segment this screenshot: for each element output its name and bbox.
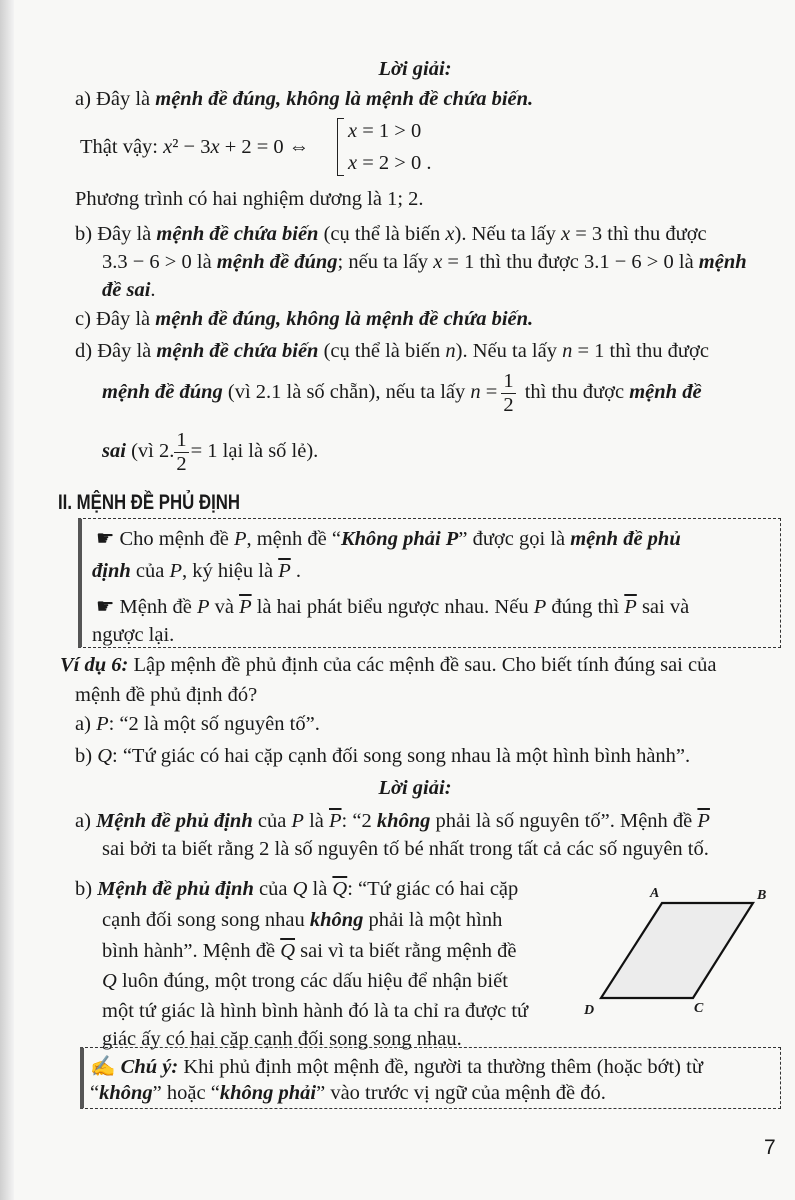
text-segment: : “Tứ giác có hai cặp [347,878,519,900]
text-segment: Ví dụ 6: [60,654,129,676]
text-segment: đúng thì [546,596,625,618]
text-segment: = 1 thì thu được 3.1 − 6 > 0 là [442,251,699,273]
text-segment: mệnh đề phủ định đó? [75,684,258,706]
text-segment: x [348,120,358,142]
vertex-label-b: B [757,888,767,903]
text-segment: phải là một hình [363,909,503,931]
text-segment: (cụ thể là biến [318,223,446,245]
text-segment: . [150,279,156,301]
text-segment: $\overline{P}$ [239,596,252,618]
text-segment: P [291,810,304,832]
text-segment: , ký hiệu là [181,560,279,582]
section-heading: II. MỆNH ĐỀ PHỦ ĐỊNH [58,491,241,514]
text-segment: P [196,596,210,618]
text-segment: mệnh đề đúng [216,251,338,273]
solution-title-2: Lời giải: [378,777,452,799]
text-segment: phải là số nguyên tố”. Mệnh đề [430,810,698,832]
text-segment: không [99,1082,153,1104]
text-segment: x [560,223,571,245]
solution-title: Lời giải: [378,58,452,80]
text-segment: một tứ giác là hình bình hành đó là ta chỉ ra được tứ [102,1000,529,1022]
text-segment: x [433,251,443,273]
text-segment: Khi phủ định một mệnh đề, người ta thường thêm (hoặc bớt) từ [178,1056,703,1078]
text-segment: mệnh đề đúng [102,381,223,403]
text-segment: không phải [219,1082,317,1104]
text-segment: mệnh [698,251,747,273]
text-segment: P [169,560,182,582]
text-segment: . [290,560,301,582]
text-segment: $\overline{P}$ [329,810,342,832]
text-segment: ” được gọi là [458,528,571,550]
text-segment: sai [102,440,126,462]
text-segment: ; nếu ta lấy [337,251,434,273]
text-segment: mệnh đề [629,381,702,403]
text-segment: định [92,560,131,582]
text-segment: là hai phát biểu ngược nhau. Nếu [251,596,534,618]
note-line2 [90,1081,606,1105]
text-segment: ). Nếu ta lấy [454,223,561,245]
text-segment: không [376,810,431,832]
vertex-label-a: A [650,886,660,901]
text-segment: sai vì ta biết rằng mệnh đề [295,940,517,962]
text-segment: mệnh đề đúng, không là mệnh đề chứa biến. [155,308,534,330]
text-segment: là [307,878,333,900]
text-segment: = 1 lại là số lẻ). [190,440,319,462]
text-segment: luôn đúng, một trong các dấu hiệu để nhận biết [116,970,508,992]
text-segment: của [253,878,293,900]
text-segment: ” vào trước vị ngữ của mệnh đề đó. [316,1082,606,1104]
text-segment: (vì 2. [125,440,175,462]
text-segment: : “Tứ giác có hai cặp cạnh đối song song nhau là một hình bình hành”. [112,745,691,767]
text-segment: ☛ Cho mệnh đề [96,528,234,550]
text-segment: sai bởi ta biết rằng 2 là số nguyên tố bé nhất trong tất cả các số nguyên tố. [102,838,709,860]
text-segment: b) [75,745,98,767]
text-segment: giác ấy có hai cặp cạnh đối song song nhau. [102,1028,462,1050]
text-segment: mệnh đề chứa biến [156,340,319,362]
text-segment: P [233,528,247,550]
text-segment: ✍ [90,1056,121,1078]
text-segment: n [562,340,573,362]
text-segment: là [303,810,329,832]
parallelogram-abcd [601,903,753,998]
text-segment: a) [75,810,97,832]
text-segment: thì thu được [524,381,630,403]
text-segment: Q [292,878,308,900]
text-segment: $\overline{P}$ [697,810,710,832]
text-segment: a) [75,713,97,735]
text-segment: $\overline{Q}$ [332,878,348,900]
vertex-label-c: C [694,1001,704,1016]
text-segment: + 2 = 0 ⇔ [219,136,310,158]
text-segment: sai và [636,596,690,618]
text-segment: Thật vậy: [80,136,164,158]
text-segment: x [348,152,358,174]
text-segment: = 1 thì thu được [572,340,709,362]
note-line1 [90,1055,703,1079]
text-segment: Mệnh đề phủ định [96,810,253,832]
vertex-label-d: D [584,1003,595,1018]
text-segment: n [470,381,481,403]
text-segment: mệnh đề đúng, không là mệnh đề chứa biến. [155,88,534,110]
text-segment: $\overline{P}$ [624,596,637,618]
text-segment: x [163,136,173,158]
text-segment: Không phải P [340,528,459,550]
text-segment: mệnh đề phủ [570,528,681,550]
text-segment: của [130,560,170,582]
text-segment: Mệnh đề phủ định [97,878,254,900]
page-number: 7 [764,1136,776,1159]
denominator: 2 [503,393,514,416]
text-segment: ngược lại. [92,624,175,646]
text-segment: của [252,810,292,832]
text-segment: x [210,136,220,158]
text-segment: = 3 thì thu được [570,223,707,245]
text-segment: ² − 3 [172,136,211,158]
text-segment: cạnh đối song song nhau [102,909,310,931]
text-segment: Chú ý: [120,1056,179,1078]
text-segment: ☛ Mệnh đề [96,596,197,618]
text-segment: = 1 > 0 [357,120,422,142]
text-segment: Q [97,745,113,767]
numerator: 1 [176,428,187,451]
text-segment: P [533,596,547,618]
text-segment: Lập mệnh đề phủ định của các mệnh đề sau. Cho biết tính đúng sai của [128,654,717,676]
text-segment: “ [90,1082,100,1104]
text-segment: không [309,909,364,931]
text-segment: 3.3 − 6 > 0 là [102,251,217,273]
text-segment: x [445,223,455,245]
text-segment: (vì 2.1 là số chẵn), nếu ta lấy [222,381,471,403]
text-segment: (cụ thể là biến [318,340,446,362]
text-segment: bình hành”. Mệnh đề [102,940,281,962]
text-segment: a) Đây là [75,88,156,110]
text-segment: = 2 > 0 . [357,152,432,174]
text-segment: n [445,340,456,362]
text-segment: b) [75,878,98,900]
text-segment: b) Đây là [75,223,157,245]
text-segment: c) Đây là [75,308,156,330]
text-segment: mệnh đề chứa biến [156,223,319,245]
text-segment: ” hoặc “ [152,1082,220,1104]
text-segment: và [209,596,240,618]
text-segment: Q [102,970,117,992]
text-segment: : “2 [341,810,377,832]
text-segment: Phương trình có hai nghiệm dương là 1; 2. [75,188,424,210]
text-segment: ). Nếu ta lấy [455,340,563,362]
text-segment: $\overline{Q}$ [280,940,296,962]
denominator: 2 [176,452,187,475]
text-segment: d) Đây là [75,340,157,362]
text-segment: P [96,713,109,735]
text-segment: đề sai [102,279,151,301]
text-segment: , mệnh đề “ [246,528,341,550]
numerator: 1 [503,369,514,392]
text-segment: : “2 là một số nguyên tố”. [108,713,320,735]
text-segment: = [480,381,498,403]
text-segment: $\overline{P}$ [278,560,291,582]
